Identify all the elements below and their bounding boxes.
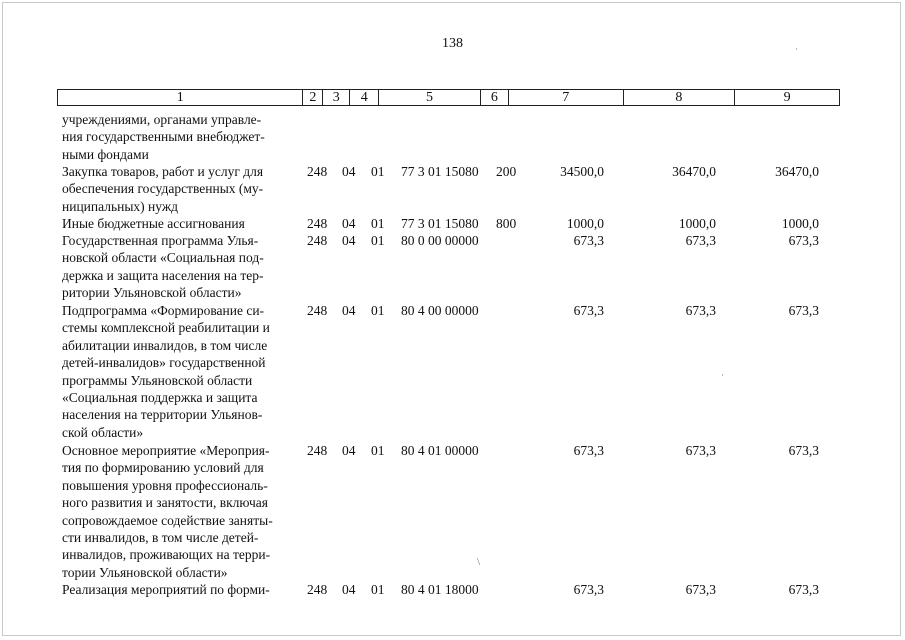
amount-col9: 673,3 — [788, 233, 819, 248]
description-line: Закупка товаров, работ и услуг для — [62, 164, 264, 179]
header-cell-1: 1 — [58, 90, 303, 105]
section-code: 04 — [342, 443, 356, 458]
amount-col9: 1000,0 — [781, 216, 819, 231]
amount-col8: 673,3 — [685, 582, 716, 597]
row-description — [62, 442, 296, 581]
row-description — [62, 232, 296, 302]
subsection-code: 01 — [371, 582, 385, 597]
section-code: 04 — [342, 164, 356, 179]
amount-col8: 1000,0 — [678, 216, 716, 231]
target-article-code: 80 4 01 18000 — [401, 582, 479, 597]
description-line: ской области» — [62, 424, 144, 440]
row-description — [62, 111, 296, 163]
amount-col8: 673,3 — [685, 443, 716, 458]
description-line: детей-инвалидов» государственной — [62, 355, 266, 371]
row-description — [62, 302, 296, 441]
amount-col9: 36470,0 — [775, 164, 819, 179]
description-line: населения на территории Ульянов- — [62, 407, 263, 423]
subsection-code: 01 — [371, 216, 385, 231]
amount-col7: 673,3 — [573, 582, 604, 597]
description-line: ниципальных) нужд — [62, 198, 179, 214]
description-line: ными фондами — [62, 146, 149, 162]
header-cell-9: 9 — [783, 90, 791, 105]
description-line: ритории Ульяновской области» — [62, 285, 242, 301]
header-cell-8: 8 — [624, 90, 736, 105]
amount-col8: 673,3 — [685, 233, 716, 248]
amount-col9: 673,3 — [788, 582, 819, 597]
scan-speck: · — [721, 370, 724, 380]
description-line: повышения уровня профессиональ- — [62, 477, 268, 493]
description-line: учреждениями, органами управле- — [62, 112, 262, 127]
header-cell-2: 2 — [303, 90, 323, 105]
target-article-code: 80 4 01 00000 — [401, 443, 479, 458]
amount-col8: 36470,0 — [672, 164, 716, 179]
scan-speck: · — [795, 44, 798, 54]
page-number: 138 — [442, 36, 463, 51]
amount-col8: 673,3 — [685, 303, 716, 318]
section-code: 04 — [342, 303, 356, 318]
expense-type-code: 800 — [496, 216, 517, 231]
scan-speck: \ — [477, 556, 481, 568]
description-line: сти инвалидов, в том числе детей- — [62, 530, 259, 546]
description-line: инвалидов, проживающих на терри- — [62, 547, 271, 563]
ved-code: 248 — [307, 233, 328, 248]
target-article-code: 77 3 01 15080 — [401, 216, 479, 231]
row-description — [62, 215, 296, 232]
subsection-code: 01 — [371, 233, 385, 248]
subsection-code: 01 — [371, 303, 385, 318]
amount-col7: 673,3 — [573, 303, 604, 318]
section-code: 04 — [342, 233, 356, 248]
description-line: новской области «Социальная под- — [62, 250, 264, 266]
header-cell-4: 4 — [350, 90, 379, 105]
description-line: обеспечения государственных (му- — [62, 181, 264, 197]
amount-col7: 673,3 — [573, 443, 604, 458]
ved-code: 248 — [307, 303, 328, 318]
description-line: тории Ульяновской области» — [62, 564, 228, 580]
description-line: ного развития и занятости, включая — [62, 495, 268, 511]
header-cell-3: 3 — [323, 90, 350, 105]
section-code: 04 — [342, 582, 356, 597]
row-description — [62, 581, 296, 598]
subsection-code: 01 — [371, 164, 385, 179]
ved-code: 248 — [307, 216, 328, 231]
description-line: тия по формированию условий для — [62, 460, 264, 476]
ved-code: 248 — [307, 443, 328, 458]
table-header-row — [57, 89, 840, 106]
header-cell-6: 6 — [481, 90, 509, 105]
amount-col7: 673,3 — [573, 233, 604, 248]
amount-col9: 673,3 — [788, 443, 819, 458]
description-line: «Социальная поддержка и защита — [62, 390, 258, 406]
description-line: стемы комплексной реабилитации и — [62, 320, 270, 336]
description-line: ния государственными внебюджет- — [62, 129, 265, 145]
description-line: Подпрограмма «Формирование си- — [62, 303, 265, 318]
subsection-code: 01 — [371, 443, 385, 458]
description-line: абилитации инвалидов, в том числе — [62, 337, 268, 353]
description-line: Основное мероприятие «Мероприя- — [62, 443, 270, 458]
ved-code: 248 — [307, 164, 328, 179]
expense-type-code: 200 — [496, 164, 517, 179]
amount-col7: 1000,0 — [566, 216, 604, 231]
description-line: Государственная программа Улья- — [62, 233, 259, 248]
description-line: Реализация мероприятий по форми- — [62, 582, 270, 597]
target-article-code: 77 3 01 15080 — [401, 164, 479, 179]
ved-code: 248 — [307, 582, 328, 597]
description-line: программы Ульяновской области — [62, 372, 253, 388]
amount-col9: 673,3 — [788, 303, 819, 318]
header-cell-5: 5 — [379, 90, 481, 105]
target-article-code: 80 0 00 00000 — [401, 233, 479, 248]
target-article-code: 80 4 00 00000 — [401, 303, 479, 318]
section-code: 04 — [342, 216, 356, 231]
description-line: сопровождаемое содействие заняты- — [62, 512, 273, 528]
description-line: Иные бюджетные ассигнования — [62, 216, 245, 231]
row-description — [62, 163, 296, 215]
amount-col7: 34500,0 — [560, 164, 604, 179]
description-line: держка и защита населения на тер- — [62, 267, 264, 283]
header-cell-7: 7 — [509, 90, 624, 105]
